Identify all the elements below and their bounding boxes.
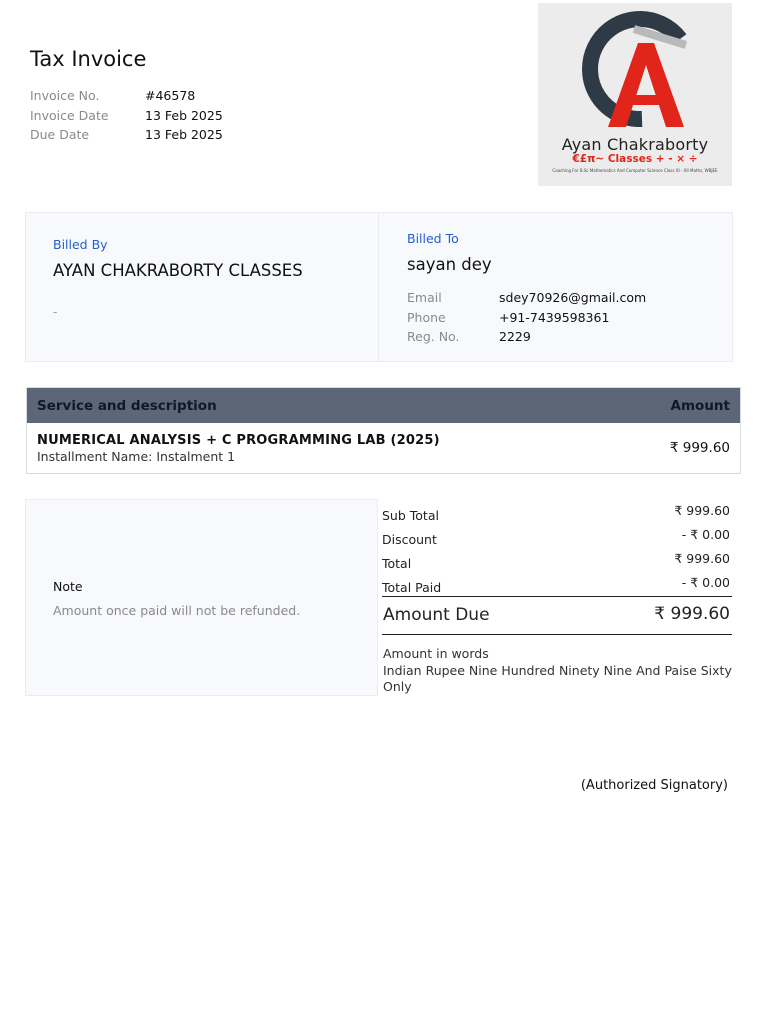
billed-by-panel [26, 213, 379, 361]
discount-row [382, 523, 732, 547]
billed-to-panel [379, 213, 732, 361]
amount-due-label: Amount Due [383, 605, 490, 625]
logo-subtitle: €£π~ Classes + - × ÷ [572, 153, 698, 165]
due-date-label: Due Date [30, 127, 90, 142]
total-paid-row [382, 571, 732, 595]
subtotal-row [382, 499, 732, 523]
billed-by-label: Billed By [53, 237, 108, 252]
service-column-header: Service and description [37, 397, 217, 414]
logo-name: Ayan Chakraborty [561, 135, 709, 154]
billed-to-details [407, 288, 646, 347]
subtotal-value: ₹ 999.60 [674, 503, 730, 518]
subtotal-label: Sub Total [382, 508, 439, 523]
amount-column-header: Amount [670, 397, 730, 414]
item-description [37, 433, 440, 464]
email-value: sdey70926@gmail.com [499, 290, 647, 305]
logo-tagline: Coaching For B.Sc Mathematics And Computer Science Class XI - XII Maths, WBJEE [552, 168, 718, 173]
total-label: Total [382, 556, 412, 571]
invoice-meta [30, 86, 223, 145]
discount-label: Discount [382, 532, 437, 547]
amount-in-words-label: Amount in words [383, 646, 489, 661]
note-text: Amount once paid will not be refunded. [53, 603, 301, 618]
total-row [382, 547, 732, 571]
billed-by-name: AYAN CHAKRABORTY CLASSES [53, 261, 303, 280]
email-row [407, 288, 646, 308]
total-value: ₹ 999.60 [674, 551, 730, 566]
table-row [27, 423, 740, 473]
discount-value: - ₹ 0.00 [681, 527, 730, 542]
due-date-value: 13 Feb 2025 [145, 127, 223, 142]
phone-value: +91-7439598361 [499, 309, 610, 325]
logo-mark-icon [538, 3, 732, 133]
phone-row [407, 308, 646, 328]
email-label: Email [407, 290, 442, 305]
company-logo [538, 3, 732, 186]
invoice-date-value: 13 Feb 2025 [145, 107, 223, 123]
invoice-date-label: Invoice Date [30, 107, 109, 123]
amount-due-value: ₹ 999.60 [654, 604, 730, 624]
phone-label: Phone [407, 309, 446, 325]
total-paid-label: Total Paid [382, 580, 442, 595]
amount-in-words-text: Indian Rupee Nine Hundred Ninety Nine And Paise Sixty Only [383, 663, 732, 694]
billed-to-name: sayan dey [407, 255, 492, 274]
page-title: Tax Invoice [30, 47, 147, 71]
items-table [26, 387, 741, 474]
authorized-signatory: (Authorized Signatory) [580, 778, 728, 793]
invoice-number-row [30, 86, 223, 106]
note-panel [25, 499, 378, 696]
invoice-number-value: #46578 [145, 88, 196, 103]
item-title: NUMERICAL ANALYSIS + C PROGRAMMING LAB (2025) [37, 432, 440, 448]
table-header [27, 388, 740, 423]
total-paid-value: - ₹ 0.00 [681, 575, 730, 590]
reg-no-label: Reg. No. [407, 329, 460, 344]
amount-due-row [382, 596, 732, 635]
due-date-row [30, 125, 223, 145]
totals-section [382, 499, 732, 694]
invoice-date-row [30, 106, 223, 126]
billed-to-label: Billed To [407, 231, 459, 246]
reg-no-row [407, 327, 646, 347]
billing-section [25, 212, 733, 362]
item-installment: Installment Name: Instalment 1 [37, 448, 236, 464]
note-label: Note [53, 579, 83, 594]
item-amount: ₹ 999.60 [669, 440, 730, 456]
reg-no-value: 2229 [499, 329, 531, 344]
invoice-number-label: Invoice No. [30, 88, 100, 103]
billed-by-address: - [53, 305, 58, 319]
